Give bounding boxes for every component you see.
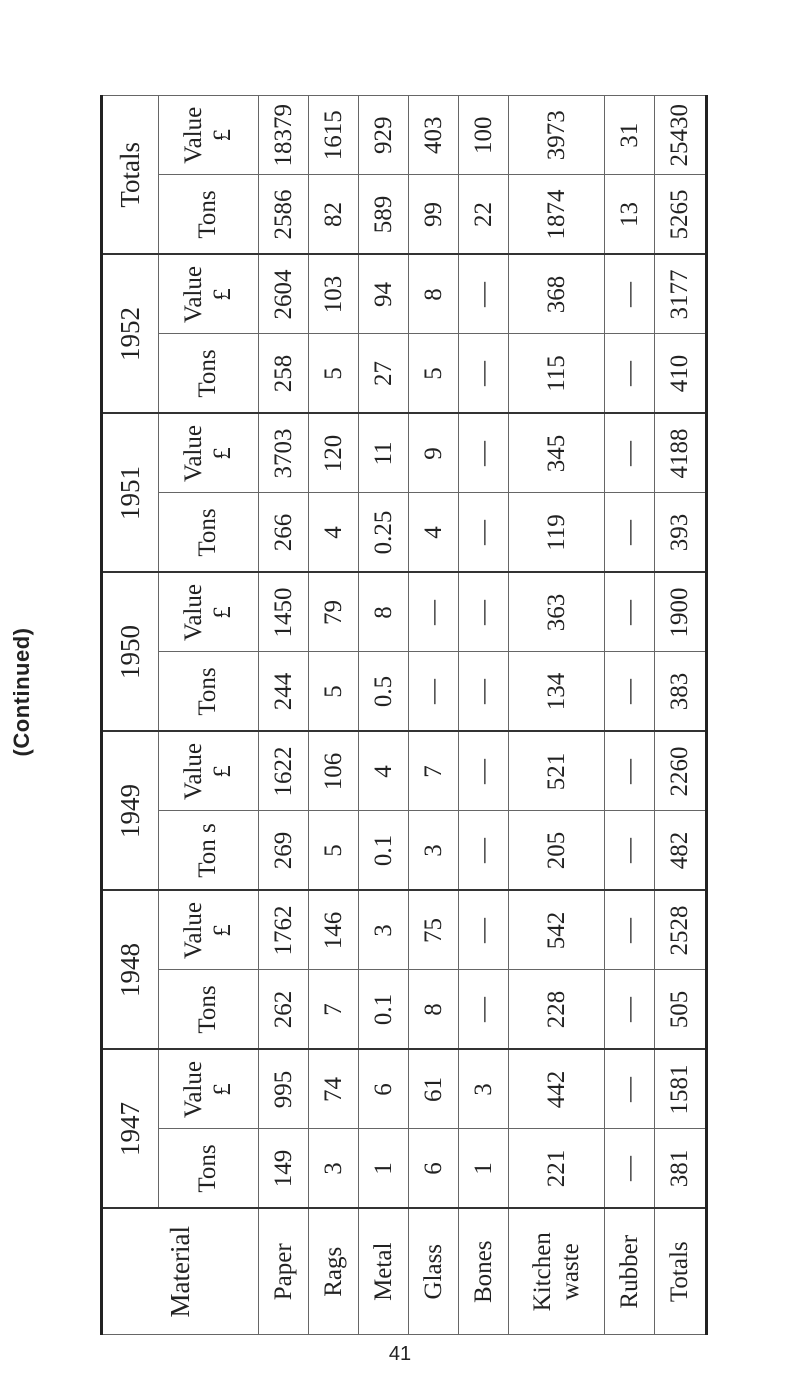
tons-cell: 0.25 bbox=[359, 493, 409, 573]
tons-cell: 5 bbox=[309, 334, 359, 414]
value-cell: 542 bbox=[509, 891, 605, 971]
year-header: Totals bbox=[102, 96, 159, 255]
tons-header: Ton s bbox=[158, 811, 259, 891]
tons-cell: 119 bbox=[509, 493, 605, 573]
tons-header: Tons bbox=[158, 1129, 259, 1209]
tons-cell: 134 bbox=[509, 652, 605, 732]
value-cell: 4 bbox=[359, 732, 409, 812]
value-label: Value bbox=[179, 106, 207, 164]
value-cell: 8 bbox=[409, 255, 459, 335]
value-cell: 3703 bbox=[259, 414, 309, 494]
value-label: Value bbox=[179, 1061, 207, 1118]
value-cell: — bbox=[605, 1050, 655, 1130]
value-cell: 75 bbox=[409, 891, 459, 971]
value-cell: 3 bbox=[359, 891, 409, 971]
value-cell: 8 bbox=[359, 573, 409, 653]
value-cell: 1450 bbox=[259, 573, 309, 653]
tons-cell: 0.1 bbox=[359, 970, 409, 1050]
material-header: Material bbox=[102, 1209, 259, 1335]
material-cell: Rubber bbox=[605, 1209, 655, 1335]
value-cell: 94 bbox=[359, 255, 409, 335]
value-cell: 2604 bbox=[259, 255, 309, 335]
value-cell: 1581 bbox=[655, 1050, 707, 1130]
tons-header: Tons bbox=[158, 970, 259, 1050]
value-cell: 929 bbox=[359, 96, 409, 176]
tons-cell: — bbox=[605, 652, 655, 732]
value-cell: 18379 bbox=[259, 96, 309, 176]
value-cell: — bbox=[605, 891, 655, 971]
year-header: 1947 bbox=[102, 1050, 159, 1209]
tons-cell: 27 bbox=[359, 334, 409, 414]
value-label: Value bbox=[179, 425, 207, 482]
subheader-row bbox=[158, 96, 259, 1335]
tons-cell: 221 bbox=[509, 1129, 605, 1209]
currency-symbol: £ bbox=[208, 1083, 236, 1096]
value-cell: 103 bbox=[309, 255, 359, 335]
table-row bbox=[605, 96, 655, 1335]
table-row bbox=[509, 96, 605, 1335]
value-cell: 403 bbox=[409, 96, 459, 176]
table-row bbox=[309, 96, 359, 1335]
value-cell: 9 bbox=[409, 414, 459, 494]
value-cell: 2260 bbox=[655, 732, 707, 812]
tons-cell: 244 bbox=[259, 652, 309, 732]
tons-cell: — bbox=[605, 970, 655, 1050]
tons-cell: — bbox=[605, 334, 655, 414]
value-cell: 995 bbox=[259, 1050, 309, 1130]
table-body bbox=[259, 96, 707, 1335]
tons-cell: — bbox=[409, 652, 459, 732]
tons-cell: 22 bbox=[459, 175, 509, 255]
material-cell: Metal bbox=[359, 1209, 409, 1335]
value-header bbox=[158, 255, 259, 335]
tons-cell: — bbox=[605, 811, 655, 891]
tons-cell: 8 bbox=[409, 970, 459, 1050]
value-cell: 61 bbox=[409, 1050, 459, 1130]
material-cell: Totals bbox=[655, 1209, 707, 1335]
value-cell: 521 bbox=[509, 732, 605, 812]
value-cell: 2528 bbox=[655, 891, 707, 971]
table-row bbox=[459, 96, 509, 1335]
tons-cell: — bbox=[605, 493, 655, 573]
value-label: Value bbox=[179, 584, 207, 641]
value-cell: — bbox=[605, 573, 655, 653]
value-header bbox=[158, 573, 259, 653]
value-cell: — bbox=[409, 573, 459, 653]
currency-symbol: £ bbox=[208, 924, 236, 937]
value-header bbox=[158, 96, 259, 176]
value-cell: — bbox=[459, 255, 509, 335]
value-cell: 3973 bbox=[509, 96, 605, 176]
value-cell: 1900 bbox=[655, 573, 707, 653]
value-cell: 3 bbox=[459, 1050, 509, 1130]
tons-cell: — bbox=[459, 811, 509, 891]
table-row bbox=[409, 96, 459, 1335]
tons-header: Tons bbox=[158, 175, 259, 255]
tons-cell: 205 bbox=[509, 811, 605, 891]
tons-cell: 381 bbox=[655, 1129, 707, 1209]
currency-symbol: £ bbox=[208, 765, 236, 778]
value-cell: 6 bbox=[359, 1050, 409, 1130]
tons-cell: 6 bbox=[409, 1129, 459, 1209]
tons-cell: 228 bbox=[509, 970, 605, 1050]
year-header: 1952 bbox=[102, 255, 159, 414]
tons-cell: 1874 bbox=[509, 175, 605, 255]
tons-cell: 393 bbox=[655, 493, 707, 573]
tons-cell: 5265 bbox=[655, 175, 707, 255]
value-cell: — bbox=[459, 414, 509, 494]
value-cell: — bbox=[605, 414, 655, 494]
tons-cell: 410 bbox=[655, 334, 707, 414]
value-cell: 3177 bbox=[655, 255, 707, 335]
tons-cell: — bbox=[459, 493, 509, 573]
heading-text: (Continued) bbox=[9, 627, 34, 757]
tons-cell: 4 bbox=[409, 493, 459, 573]
year-header: 1949 bbox=[102, 732, 159, 891]
tons-header: Tons bbox=[158, 334, 259, 414]
year-header: 1950 bbox=[102, 573, 159, 732]
tons-header: Tons bbox=[158, 652, 259, 732]
material-cell: Glass bbox=[409, 1209, 459, 1335]
table-row bbox=[259, 96, 309, 1335]
tons-cell: 149 bbox=[259, 1129, 309, 1209]
value-header bbox=[158, 732, 259, 812]
tons-cell: 7 bbox=[309, 970, 359, 1050]
tons-cell: 3 bbox=[309, 1129, 359, 1209]
value-label: Value bbox=[179, 743, 207, 800]
tons-cell: 99 bbox=[409, 175, 459, 255]
tons-cell: — bbox=[605, 1129, 655, 1209]
value-header bbox=[158, 1050, 259, 1130]
table-container bbox=[100, 95, 708, 1335]
value-cell: 4188 bbox=[655, 414, 707, 494]
year-header: 1951 bbox=[102, 414, 159, 573]
tons-cell: 383 bbox=[655, 652, 707, 732]
table-row bbox=[655, 96, 707, 1335]
tons-cell: 82 bbox=[309, 175, 359, 255]
tons-cell: 0.5 bbox=[359, 652, 409, 732]
value-cell: 106 bbox=[309, 732, 359, 812]
currency-symbol: £ bbox=[208, 129, 236, 142]
value-cell: 363 bbox=[509, 573, 605, 653]
tons-cell: 258 bbox=[259, 334, 309, 414]
currency-symbol: £ bbox=[208, 288, 236, 301]
currency-symbol: £ bbox=[208, 447, 236, 460]
value-label: Value bbox=[179, 902, 207, 959]
value-cell: — bbox=[605, 732, 655, 812]
year-header-row bbox=[102, 96, 159, 1335]
value-cell: 442 bbox=[509, 1050, 605, 1130]
material-cell: Paper bbox=[259, 1209, 309, 1335]
tons-cell: — bbox=[459, 652, 509, 732]
value-cell: 25430 bbox=[655, 96, 707, 176]
tons-cell: 269 bbox=[259, 811, 309, 891]
value-cell: 31 bbox=[605, 96, 655, 176]
value-cell: — bbox=[459, 891, 509, 971]
tons-cell: 5 bbox=[409, 334, 459, 414]
value-cell: 120 bbox=[309, 414, 359, 494]
value-cell: 368 bbox=[509, 255, 605, 335]
page-number: 41 bbox=[388, 1343, 412, 1365]
tons-cell: 262 bbox=[259, 970, 309, 1050]
tons-cell: 13 bbox=[605, 175, 655, 255]
value-cell: 1622 bbox=[259, 732, 309, 812]
material-cell: Kitchen waste bbox=[509, 1209, 605, 1335]
value-cell: 1762 bbox=[259, 891, 309, 971]
value-cell: 7 bbox=[409, 732, 459, 812]
value-cell: 74 bbox=[309, 1050, 359, 1130]
value-cell: 345 bbox=[509, 414, 605, 494]
value-cell: 100 bbox=[459, 96, 509, 176]
value-cell: 11 bbox=[359, 414, 409, 494]
value-cell: — bbox=[605, 255, 655, 335]
tons-cell: 4 bbox=[309, 493, 359, 573]
tons-cell: 5 bbox=[309, 811, 359, 891]
tons-cell: 505 bbox=[655, 970, 707, 1050]
tons-cell: 0.1 bbox=[359, 811, 409, 891]
tons-cell: 1 bbox=[459, 1129, 509, 1209]
value-cell: — bbox=[459, 573, 509, 653]
table-row bbox=[359, 96, 409, 1335]
tons-header: Tons bbox=[158, 493, 259, 573]
material-cell: Rags bbox=[309, 1209, 359, 1335]
tons-cell: — bbox=[459, 334, 509, 414]
tons-cell: 589 bbox=[359, 175, 409, 255]
value-cell: 1615 bbox=[309, 96, 359, 176]
value-cell: 146 bbox=[309, 891, 359, 971]
tons-cell: 2586 bbox=[259, 175, 309, 255]
tons-cell: — bbox=[459, 970, 509, 1050]
tons-cell: 5 bbox=[309, 652, 359, 732]
tons-cell: 1 bbox=[359, 1129, 409, 1209]
value-label: Value bbox=[179, 266, 207, 323]
tons-cell: 482 bbox=[655, 811, 707, 891]
tons-cell: 115 bbox=[509, 334, 605, 414]
currency-symbol: £ bbox=[208, 606, 236, 619]
year-header: 1948 bbox=[102, 891, 159, 1050]
value-header bbox=[158, 414, 259, 494]
value-cell: — bbox=[459, 732, 509, 812]
salvage-table bbox=[100, 95, 708, 1335]
value-cell: 79 bbox=[309, 573, 359, 653]
tons-cell: 3 bbox=[409, 811, 459, 891]
material-cell: Bones bbox=[459, 1209, 509, 1335]
value-header bbox=[158, 891, 259, 971]
tons-cell: 266 bbox=[259, 493, 309, 573]
